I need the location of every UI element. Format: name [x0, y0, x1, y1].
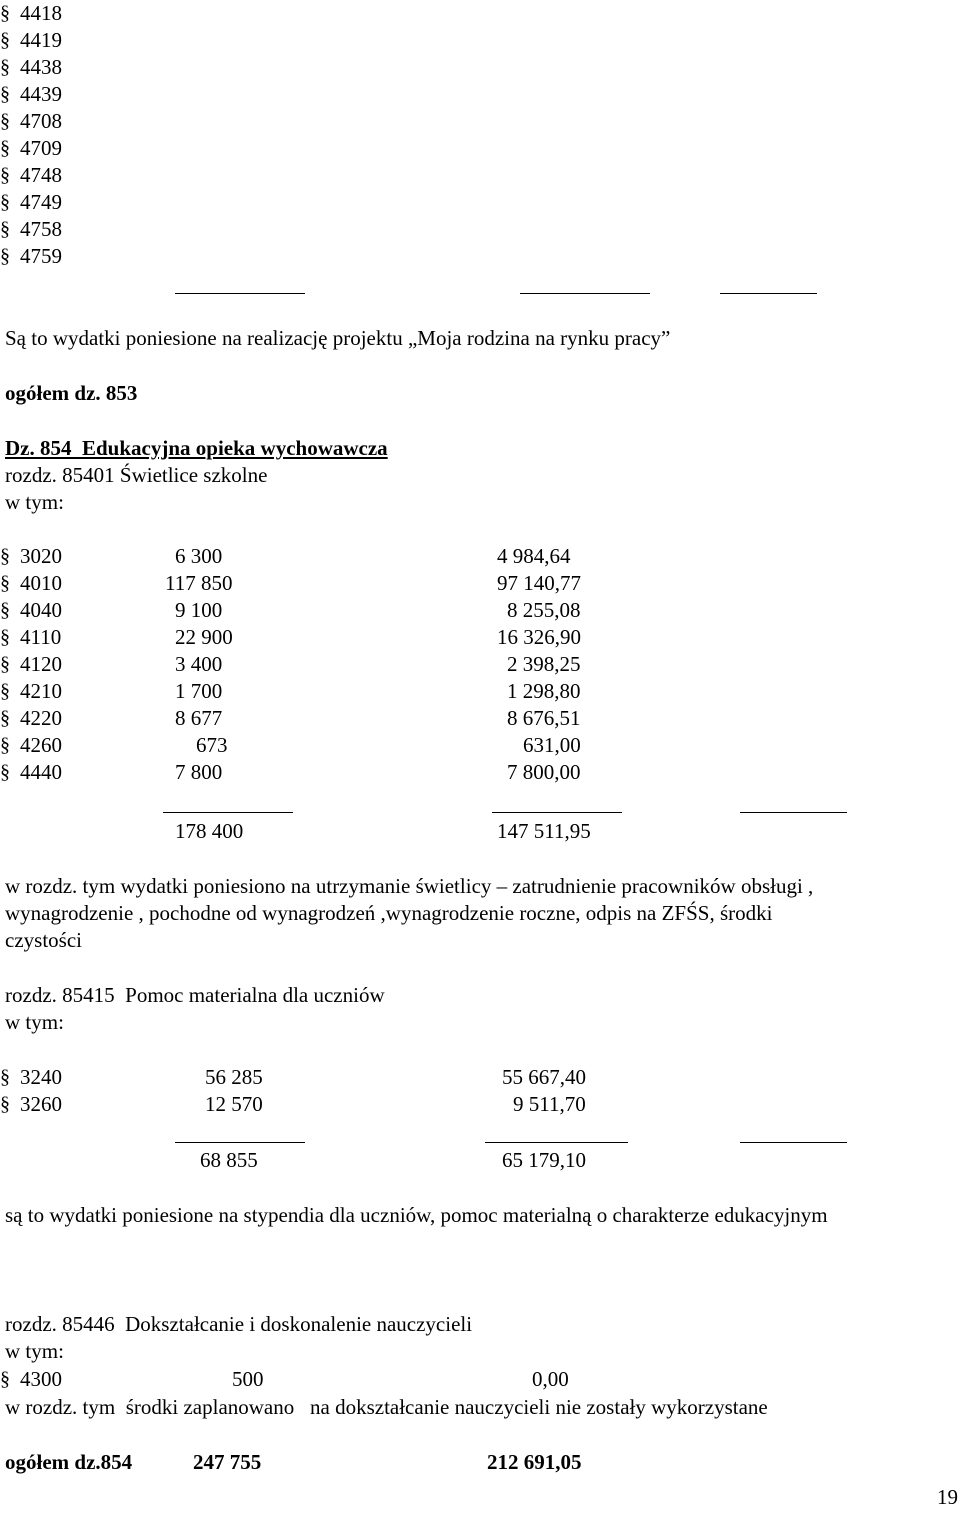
section-sign: § — [0, 137, 10, 159]
exec-cell: 7 800,00 — [507, 760, 581, 784]
code-cell: 4440 — [20, 760, 62, 784]
plan-cell: 6 300 — [175, 544, 223, 568]
code-cell: 4120 — [20, 652, 62, 676]
section-sign: § — [0, 245, 10, 267]
section-sign: § — [0, 110, 10, 132]
note-85401-line: w rozdz. tym wydatki poniesiono na utrzymanie świetlicy – zatrudnienie pracowników obsługi , — [5, 874, 814, 898]
section-sign: § — [0, 218, 10, 240]
plan-cell: 56 285 — [205, 1065, 263, 1089]
exec-cell: 9 511,70 — [513, 1092, 586, 1116]
section-sign: § — [0, 1066, 10, 1088]
exec-total: 147 511,95 — [497, 819, 591, 843]
section-sign: § — [0, 1368, 10, 1390]
note-85415: są to wydatki poniesione na stypendia dla uczniów, pomoc materialną o charakterze edukacyjnym — [5, 1203, 828, 1227]
page-number: 19 — [937, 1485, 958, 1509]
section-sign: § — [0, 2, 10, 24]
plan-cell: 12 570 — [205, 1092, 263, 1116]
section-sign: § — [0, 83, 10, 105]
summary-label: ogółem dz.854 — [5, 1450, 133, 1474]
exec-cell: 8 676,51 — [507, 706, 581, 730]
plan-cell: 3 400 — [175, 652, 223, 676]
plan-total: 178 400 — [175, 819, 244, 843]
plan-cell: 22 900 — [175, 625, 233, 649]
sum-rule — [175, 1142, 305, 1143]
code-cell: 4759 — [20, 244, 62, 268]
plan-cell: 8 677 — [175, 706, 223, 730]
code-cell: 4439 — [20, 82, 62, 106]
code-cell: 3240 — [20, 1065, 62, 1089]
code-cell: 4110 — [20, 625, 62, 649]
exec-cell: 4 984,64 — [497, 544, 571, 568]
plan-cell: 500 — [232, 1367, 264, 1391]
code-cell: 4709 — [20, 136, 62, 160]
sum-rule — [720, 293, 817, 294]
exec-cell: 8 255,08 — [507, 598, 581, 622]
exec-cell: 0,00 — [532, 1367, 569, 1391]
sum-rule — [740, 812, 847, 813]
exec-cell: 631,00 — [523, 733, 581, 757]
code-cell: 4010 — [20, 571, 62, 595]
note-853: Są to wydatki poniesione na realizację projektu „Moja rodzina na rynku pracy” — [5, 326, 671, 350]
sum-rule — [520, 293, 650, 294]
subsection-85401: rozdz. 85401 Świetlice szkolne — [5, 463, 268, 487]
summary-label: ogółem dz. 853 — [5, 381, 138, 405]
sum-rule — [163, 812, 293, 813]
sum-rule — [740, 1142, 847, 1143]
plan-cell: 9 100 — [175, 598, 223, 622]
subsection-85415: rozdz. 85415 Pomoc materialna dla uczniów — [5, 983, 385, 1007]
note-85401-line: wynagrodzenie , pochodne od wynagrodzeń ,wynagrodzenie roczne, odpis na ZFŚS, środki — [5, 901, 773, 925]
plan-cell: 673 — [196, 733, 228, 757]
section-sign: § — [0, 707, 10, 729]
plan-cell: 7 800 — [175, 760, 223, 784]
exec-cell: 97 140,77 — [497, 571, 581, 595]
code-cell: 4419 — [20, 28, 62, 52]
section-sign: § — [0, 680, 10, 702]
code-cell: 4300 — [20, 1367, 62, 1391]
exec-total: 65 179,10 — [502, 1148, 586, 1172]
code-cell: 4749 — [20, 190, 62, 214]
code-cell: 4758 — [20, 217, 62, 241]
code-cell: 4210 — [20, 679, 62, 703]
exec-cell: 16 326,90 — [497, 625, 581, 649]
code-cell: 3260 — [20, 1092, 62, 1116]
code-cell: 4748 — [20, 163, 62, 187]
sum-rule — [492, 812, 622, 813]
section-sign: § — [0, 29, 10, 51]
exec-cell: 2 398,25 — [507, 652, 581, 676]
plan-cell: 1 700 — [175, 679, 223, 703]
section-sign: § — [0, 164, 10, 186]
section-sign: § — [0, 761, 10, 783]
section-sign: § — [0, 191, 10, 213]
section-sign: § — [0, 56, 10, 78]
section-sign: § — [0, 1093, 10, 1115]
subsection-85446: rozdz. 85446 Dokształcanie i doskonalenie nauczycieli — [5, 1312, 473, 1336]
plan-total: 68 855 — [200, 1148, 258, 1172]
section-sign: § — [0, 599, 10, 621]
code-cell: 4040 — [20, 598, 62, 622]
section-sign: § — [0, 545, 10, 567]
sum-rule — [175, 293, 305, 294]
section-sign: § — [0, 653, 10, 675]
sum-rule — [485, 1142, 628, 1143]
exec-cell: 55 667,40 — [502, 1065, 586, 1089]
plan-cell: 117 850 — [165, 571, 233, 595]
exec-cell: 1 298,80 — [507, 679, 581, 703]
section-sign: § — [0, 626, 10, 648]
w-tym-label: w tym: — [5, 490, 64, 514]
section-sign: § — [0, 734, 10, 756]
code-cell: 3020 — [20, 544, 62, 568]
summary-exec: 212 691,05 — [487, 1450, 582, 1474]
section-heading-854: Dz. 854 Edukacyjna opieka wychowawcza — [5, 436, 388, 460]
summary-plan: 247 755 — [193, 1450, 262, 1474]
code-cell: 4708 — [20, 109, 62, 133]
w-tym-label: w tym: — [5, 1339, 64, 1363]
code-cell: 4438 — [20, 55, 62, 79]
code-cell: 4260 — [20, 733, 62, 757]
section-sign: § — [0, 572, 10, 594]
code-cell: 4418 — [20, 1, 62, 25]
w-tym-label: w tym: — [5, 1010, 64, 1034]
code-cell: 4220 — [20, 706, 62, 730]
note-85401-line: czystości — [5, 928, 82, 952]
note-85446: w rozdz. tym środki zaplanowano na dokształcanie nauczycieli nie zostały wykorzystane — [5, 1395, 768, 1419]
